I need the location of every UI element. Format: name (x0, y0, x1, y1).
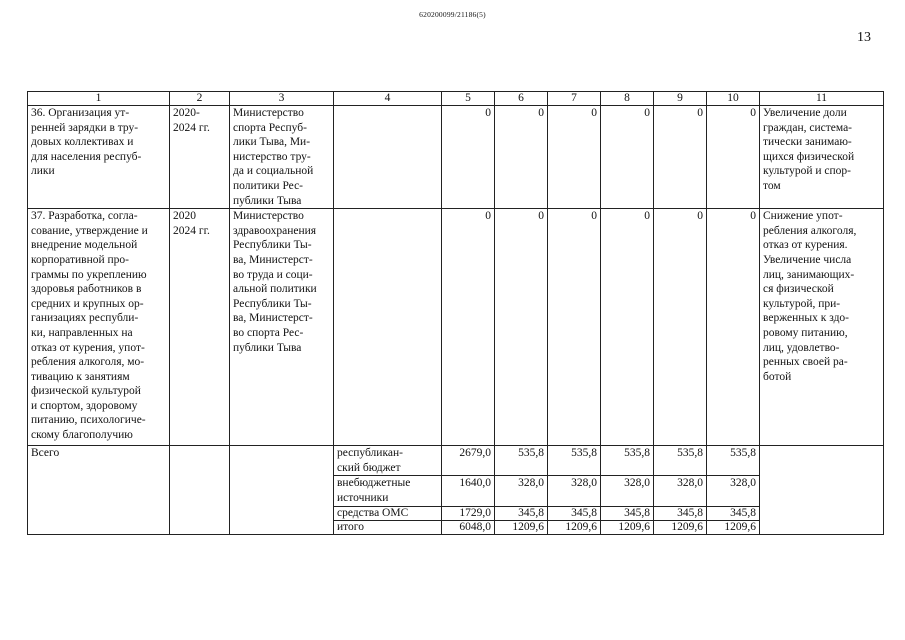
value-cell: 1209,6 (548, 520, 601, 534)
column-number-row (28, 92, 884, 106)
value-cell: 345,8 (707, 506, 760, 520)
total-row (28, 446, 884, 476)
value-cell: 535,8 (495, 446, 548, 476)
value-cell: 535,8 (707, 446, 760, 476)
value-cell: 345,8 (654, 506, 707, 520)
col-header: 6 (495, 92, 548, 106)
col-header: 5 (442, 92, 495, 106)
funding-source: средства ОМС (334, 506, 442, 520)
value-cell: 0 (548, 106, 601, 209)
value-cell: 328,0 (548, 476, 601, 506)
measure-result: Увеличение доли граждан, система- тически занимаю- щихся физической культурой и спор- том (760, 106, 884, 209)
col-header: 8 (601, 92, 654, 106)
funding-source: республикан- ский бюджет (334, 446, 442, 476)
value-cell: 0 (654, 209, 707, 446)
col-header: 4 (334, 92, 442, 106)
col-header: 3 (230, 92, 334, 106)
funding-source: итого (334, 520, 442, 534)
table-row (28, 106, 884, 209)
value-cell: 345,8 (495, 506, 548, 520)
value-cell: 535,8 (654, 446, 707, 476)
page-number: 13 (857, 30, 871, 45)
value-cell: 0 (601, 209, 654, 446)
value-cell: 1640,0 (442, 476, 495, 506)
value-cell: 0 (548, 209, 601, 446)
value-cell: 0 (601, 106, 654, 209)
value-cell: 535,8 (548, 446, 601, 476)
value-cell: 0 (707, 209, 760, 446)
value-cell: 1209,6 (707, 520, 760, 534)
table-row (28, 209, 884, 446)
value-cell: 1209,6 (601, 520, 654, 534)
total-empty-cell (760, 446, 884, 534)
col-header: 9 (654, 92, 707, 106)
measure-period: 2020 2024 гг. (170, 209, 230, 446)
total-empty-cell (230, 446, 334, 534)
measure-source (334, 209, 442, 446)
value-cell: 0 (442, 106, 495, 209)
document-id: 620200099/21186(5) (419, 10, 486, 19)
value-cell: 328,0 (601, 476, 654, 506)
value-cell: 345,8 (601, 506, 654, 520)
value-cell: 328,0 (495, 476, 548, 506)
program-table (27, 91, 884, 535)
value-cell: 535,8 (601, 446, 654, 476)
value-cell: 1209,6 (654, 520, 707, 534)
value-cell: 6048,0 (442, 520, 495, 534)
value-cell: 328,0 (707, 476, 760, 506)
value-cell: 1729,0 (442, 506, 495, 520)
value-cell: 0 (442, 209, 495, 446)
value-cell: 2679,0 (442, 446, 495, 476)
total-label: Всего (28, 446, 170, 534)
col-header: 10 (707, 92, 760, 106)
measure-name: 37. Разработка, согла- сование, утверждение и внедрение модельной корпоративной про- граммы по укреплению здоровья работников в средних и крупных ор- ганизациях республи- ки, направленных на отказ от курения, упот- ребления алкоголя, мо- тивацию к занятиям физической культурой и спортом, здоровому питанию, психологиче- скому благополучию (28, 209, 170, 446)
measure-result: Снижение упот- ребления алкоголя, отказ от курения. Увеличение числа лиц, занимающих- ся физической культурой, при- верженных к здо- ровому питанию, лиц, удовлетво- ренных своей ра- ботой (760, 209, 884, 446)
col-header: 7 (548, 92, 601, 106)
col-header: 1 (28, 92, 170, 106)
funding-source: внебюджетные источники (334, 476, 442, 506)
value-cell: 0 (495, 106, 548, 209)
value-cell: 328,0 (654, 476, 707, 506)
measure-period: 2020- 2024 гг. (170, 106, 230, 209)
measure-executor: Министерство спорта Респуб- лики Тыва, Ми- нистерство тру- да и социальной политики Рес- публики Тыва (230, 106, 334, 209)
measure-executor: Министерство здравоохранения Республики Ты- ва, Министерст- во труда и соци- альной политики Республики Ты- ва, Министерст- во спорта Рес- публики Тыва (230, 209, 334, 446)
value-cell: 0 (654, 106, 707, 209)
value-cell: 345,8 (548, 506, 601, 520)
measure-source (334, 106, 442, 209)
value-cell: 0 (495, 209, 548, 446)
value-cell: 0 (707, 106, 760, 209)
value-cell: 1209,6 (495, 520, 548, 534)
measure-name: 36. Организация ут- ренней зарядки в тру- довых коллективах и для населения респуб- лики (28, 106, 170, 209)
col-header: 2 (170, 92, 230, 106)
col-header: 11 (760, 92, 884, 106)
total-empty-cell (170, 446, 230, 534)
